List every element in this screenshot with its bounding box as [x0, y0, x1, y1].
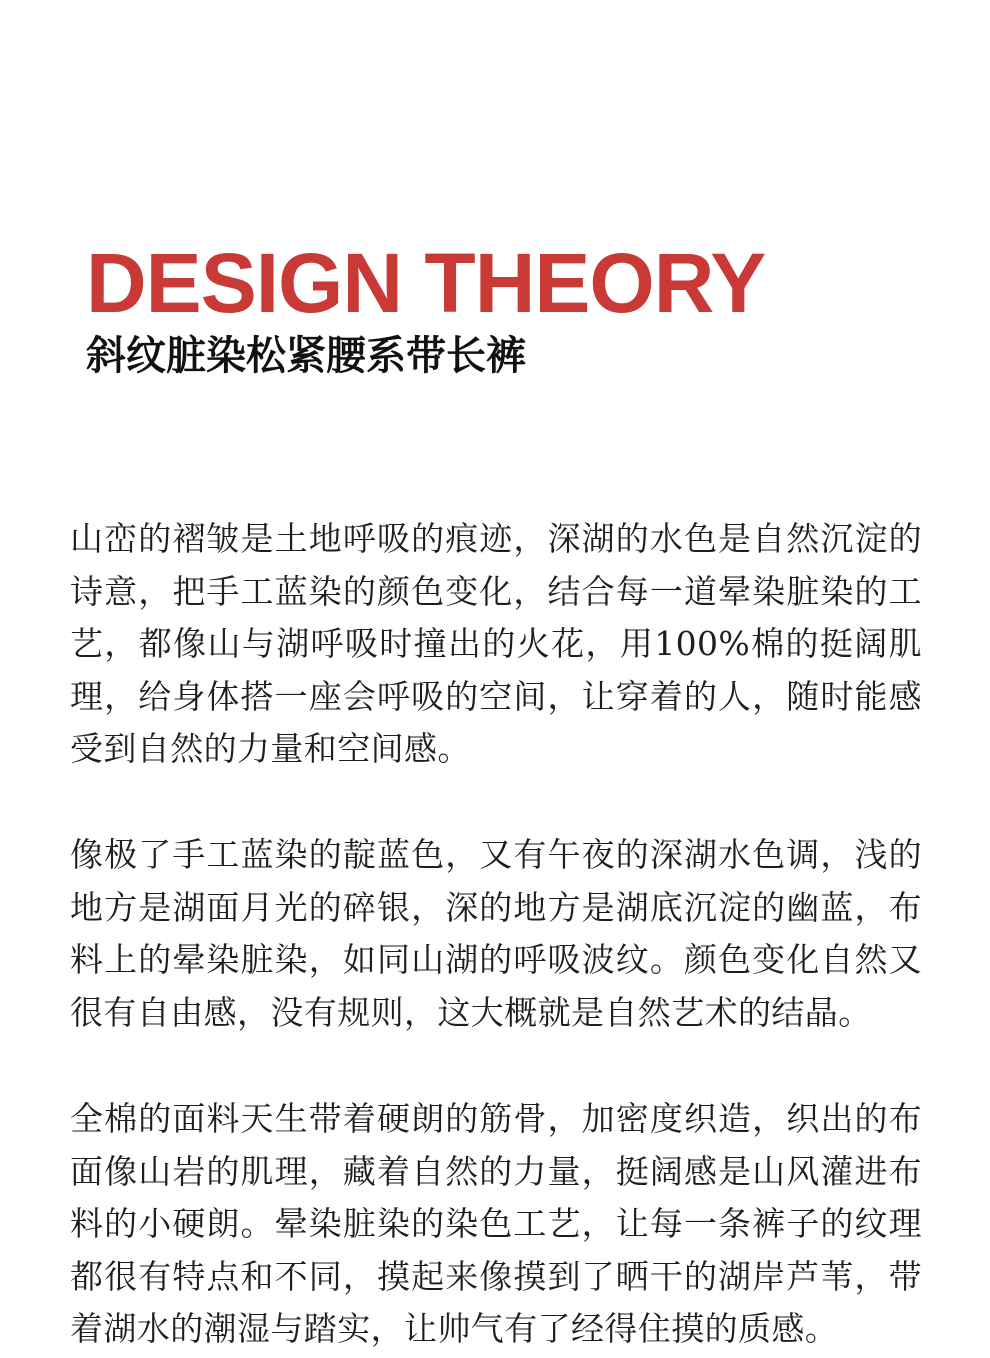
paragraph-2: 像极了手工蓝染的靛蓝色，又有午夜的深湖水色调，浅的地方是湖面月光的碎银，深的地方是湖底沉淀的幽蓝，布料上的晕染脏染，如同山湖的呼吸波纹。颜色变化自然又很有自由感，没有规则，这大概就是自然艺术的结晶。	[70, 835, 922, 1032]
paragraph-3: 全棉的面料天生带着硬朗的筋骨，加密度织造，织出的布面像山岩的肌理，藏着自然的力量，挺阔感是山风灌进布料的小硬朗。晕染脏染的染色工艺，让每一条裤子的纹理都很有特点和不同，摸起来像摸到了晒干的湖岸芦苇，带着湖水的潮湿与踏实，让帅气有了经得住摸的质感。	[70, 1099, 922, 1348]
page-title: DESIGN THEORY	[86, 236, 766, 330]
paragraph-1: 山峦的褶皱是土地呼吸的痕迹，深湖的水色是自然沉淀的诗意，把手工蓝染的颜色变化，结合每一道晕染脏染的工艺，都像山与湖呼吸时撞出的火花，用100%棉的挺阔肌理，给身体搭一座会呼吸的空间，让穿着的人，随时能感受到自然的力量和空间感。	[70, 519, 922, 768]
product-name: 斜纹脏染松紧腰系带长裤	[86, 333, 526, 379]
